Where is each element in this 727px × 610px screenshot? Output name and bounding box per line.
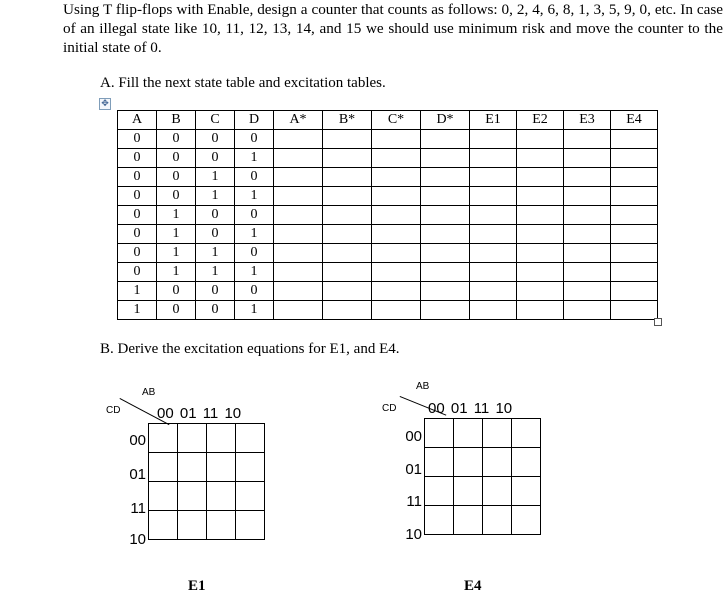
state-cell: 0 [235, 244, 274, 263]
kmap-cell[interactable] [178, 511, 207, 540]
kmap-cell[interactable] [425, 506, 454, 535]
kmap-cell[interactable] [178, 482, 207, 511]
blank-answer-cell[interactable] [564, 168, 611, 187]
blank-answer-cell[interactable] [470, 206, 517, 225]
header-cell: E3 [564, 111, 611, 130]
kmap-e1-title: E1 [188, 578, 206, 594]
blank-answer-cell[interactable] [611, 282, 658, 301]
state-cell: 0 [196, 301, 235, 320]
kmap-cell[interactable] [425, 448, 454, 477]
blank-answer-cell[interactable] [372, 244, 421, 263]
blank-answer-cell[interactable] [470, 301, 517, 320]
state-cell: 0 [157, 168, 196, 187]
blank-answer-cell[interactable] [323, 206, 372, 225]
blank-answer-cell[interactable] [323, 225, 372, 244]
blank-answer-cell[interactable] [372, 301, 421, 320]
kmap-cell[interactable] [178, 453, 207, 482]
blank-answer-cell[interactable] [517, 244, 564, 263]
blank-answer-cell[interactable] [274, 206, 323, 225]
state-cell: 1 [196, 263, 235, 282]
blank-answer-cell[interactable] [564, 263, 611, 282]
kmap-cell[interactable] [207, 453, 236, 482]
table-row [118, 187, 658, 206]
blank-answer-cell[interactable] [611, 225, 658, 244]
part-a-heading: A. Fill the next state table and excitation tables. [100, 75, 386, 91]
blank-answer-cell[interactable] [274, 149, 323, 168]
kmap-e4-col-labels: 00 01 11 10 [428, 400, 513, 417]
header-cell: A* [274, 111, 323, 130]
blank-answer-cell[interactable] [274, 263, 323, 282]
table-header-row [118, 111, 658, 130]
header-cell: B [157, 111, 196, 130]
state-cell: 1 [235, 149, 274, 168]
table-resize-handle[interactable] [654, 318, 662, 326]
blank-answer-cell[interactable] [372, 130, 421, 149]
header-cell: D [235, 111, 274, 130]
blank-answer-cell[interactable] [323, 130, 372, 149]
kmap-cell[interactable] [149, 511, 178, 540]
table-row [118, 168, 658, 187]
blank-answer-cell[interactable] [517, 149, 564, 168]
blank-answer-cell[interactable] [611, 130, 658, 149]
kmap-e4-row-label: 00 [405, 428, 422, 445]
table-row [118, 130, 658, 149]
blank-answer-cell[interactable] [421, 225, 470, 244]
kmap-cell[interactable] [425, 477, 454, 506]
state-cell: 1 [118, 282, 157, 301]
kmap-cell[interactable] [178, 424, 207, 453]
kmap-cell[interactable] [512, 477, 541, 506]
kmap-cell[interactable] [207, 424, 236, 453]
blank-answer-cell[interactable] [372, 187, 421, 206]
kmap-e4-row-label: 11 [406, 493, 422, 510]
state-cell: 0 [157, 149, 196, 168]
header-cell: C* [372, 111, 421, 130]
kmap-e1-row-label: 00 [129, 432, 146, 449]
header-cell: B* [323, 111, 372, 130]
blank-answer-cell[interactable] [323, 244, 372, 263]
table-move-handle-icon[interactable]: ✥ [99, 98, 111, 110]
state-cell: 0 [235, 206, 274, 225]
state-cell: 0 [118, 244, 157, 263]
state-cell: 0 [157, 301, 196, 320]
kmap-e1-row-label: 01 [129, 466, 146, 483]
blank-answer-cell[interactable] [611, 244, 658, 263]
kmap-e4-row-var: CD [382, 403, 397, 414]
state-cell: 1 [235, 187, 274, 206]
blank-answer-cell[interactable] [421, 263, 470, 282]
kmap-e4-row-label: 10 [405, 526, 422, 543]
problem-statement: Using T flip-flops with Enable, design a counter that counts as follows: 0, 2, 4, 6, 8, 1, 3, 5, 9, 0, etc. In case of an illegal state like 10, 11, 12, 13, 14, and 15 we should use minimum risk and move the counter to the initial state of 0. [63, 1, 723, 56]
table-row [118, 206, 658, 225]
blank-answer-cell[interactable] [517, 130, 564, 149]
kmap-cell[interactable] [149, 453, 178, 482]
state-cell: 1 [157, 225, 196, 244]
kmap-cell[interactable] [207, 482, 236, 511]
state-cell: 1 [235, 225, 274, 244]
state-cell: 1 [196, 168, 235, 187]
blank-answer-cell[interactable] [470, 225, 517, 244]
blank-answer-cell[interactable] [517, 282, 564, 301]
header-cell: A [118, 111, 157, 130]
kmap-cell[interactable] [236, 511, 265, 540]
state-cell: 1 [235, 263, 274, 282]
blank-answer-cell[interactable] [421, 130, 470, 149]
blank-answer-cell[interactable] [323, 282, 372, 301]
state-cell: 0 [118, 149, 157, 168]
kmap-e1-col-var: AB [142, 387, 156, 398]
blank-answer-cell[interactable] [323, 187, 372, 206]
state-cell: 0 [157, 187, 196, 206]
blank-answer-cell[interactable] [564, 301, 611, 320]
kmap-e1-row-label: 11 [130, 500, 146, 517]
blank-answer-cell[interactable] [421, 206, 470, 225]
state-cell: 0 [118, 130, 157, 149]
blank-answer-cell[interactable] [517, 225, 564, 244]
header-cell: D* [421, 111, 470, 130]
blank-answer-cell[interactable] [421, 301, 470, 320]
blank-answer-cell[interactable] [611, 168, 658, 187]
header-cell: C [196, 111, 235, 130]
kmap-e4-col-var: AB [416, 381, 430, 392]
kmap-cell[interactable] [483, 419, 512, 448]
state-cell: 1 [157, 244, 196, 263]
kmap-cell[interactable] [454, 506, 483, 535]
blank-answer-cell[interactable] [611, 187, 658, 206]
blank-answer-cell[interactable] [323, 168, 372, 187]
state-cell: 0 [196, 130, 235, 149]
table-row [118, 263, 658, 282]
state-cell: 0 [196, 206, 235, 225]
header-cell: E1 [470, 111, 517, 130]
kmap-cell[interactable] [236, 424, 265, 453]
blank-answer-cell[interactable] [470, 187, 517, 206]
blank-answer-cell[interactable] [323, 149, 372, 168]
table-row [118, 282, 658, 301]
state-cell: 0 [118, 206, 157, 225]
state-cell: 0 [196, 282, 235, 301]
kmap-cell[interactable] [483, 506, 512, 535]
table-row [118, 149, 658, 168]
state-cell: 1 [118, 301, 157, 320]
state-cell: 1 [235, 301, 274, 320]
blank-answer-cell[interactable] [564, 206, 611, 225]
blank-answer-cell[interactable] [372, 225, 421, 244]
blank-answer-cell[interactable] [372, 149, 421, 168]
state-cell: 1 [196, 244, 235, 263]
kmap-cell[interactable] [236, 453, 265, 482]
kmap-cell[interactable] [454, 448, 483, 477]
blank-answer-cell[interactable] [274, 187, 323, 206]
blank-answer-cell[interactable] [274, 225, 323, 244]
state-cell: 0 [118, 168, 157, 187]
table-row [118, 225, 658, 244]
blank-answer-cell[interactable] [372, 206, 421, 225]
blank-answer-cell[interactable] [372, 168, 421, 187]
kmap-cell[interactable] [512, 419, 541, 448]
blank-answer-cell[interactable] [564, 225, 611, 244]
table-row [118, 301, 658, 320]
blank-answer-cell[interactable] [564, 130, 611, 149]
state-cell: 0 [118, 263, 157, 282]
kmap-e4-row-label: 01 [405, 461, 422, 478]
blank-answer-cell[interactable] [421, 282, 470, 301]
blank-answer-cell[interactable] [564, 244, 611, 263]
kmap-cell[interactable] [425, 419, 454, 448]
kmap-e1-grid [148, 423, 265, 540]
part-b-heading: B. Derive the excitation equations for E1, and E4. [100, 341, 400, 357]
blank-answer-cell[interactable] [274, 168, 323, 187]
kmap-cell[interactable] [454, 419, 483, 448]
blank-answer-cell[interactable] [323, 301, 372, 320]
blank-answer-cell[interactable] [470, 149, 517, 168]
state-cell: 0 [235, 130, 274, 149]
blank-answer-cell[interactable] [611, 149, 658, 168]
blank-answer-cell[interactable] [611, 263, 658, 282]
blank-answer-cell[interactable] [517, 168, 564, 187]
blank-answer-cell[interactable] [611, 206, 658, 225]
state-cell: 1 [196, 187, 235, 206]
blank-answer-cell[interactable] [323, 263, 372, 282]
blank-answer-cell[interactable] [421, 187, 470, 206]
kmap-e1-col-labels: 00 01 11 10 [157, 405, 242, 422]
blank-answer-cell[interactable] [421, 149, 470, 168]
blank-answer-cell[interactable] [274, 244, 323, 263]
state-cell: 0 [118, 225, 157, 244]
state-table [117, 110, 658, 320]
kmap-e1-row-var: CD [106, 405, 121, 416]
table-row [118, 244, 658, 263]
state-cell: 0 [196, 149, 235, 168]
kmap-cell[interactable] [483, 448, 512, 477]
state-cell: 0 [196, 225, 235, 244]
state-cell: 0 [235, 282, 274, 301]
kmap-cell[interactable] [207, 511, 236, 540]
blank-answer-cell[interactable] [517, 263, 564, 282]
blank-answer-cell[interactable] [274, 301, 323, 320]
blank-answer-cell[interactable] [564, 282, 611, 301]
blank-answer-cell[interactable] [470, 263, 517, 282]
header-cell: E2 [517, 111, 564, 130]
blank-answer-cell[interactable] [564, 149, 611, 168]
state-cell: 1 [157, 206, 196, 225]
kmap-cell[interactable] [236, 482, 265, 511]
kmap-cell[interactable] [149, 482, 178, 511]
state-cell: 0 [157, 130, 196, 149]
blank-answer-cell[interactable] [372, 282, 421, 301]
kmap-cell[interactable] [483, 477, 512, 506]
blank-answer-cell[interactable] [372, 263, 421, 282]
kmap-e4-title: E4 [464, 578, 482, 594]
kmap-e4-grid [424, 418, 541, 535]
blank-answer-cell[interactable] [470, 168, 517, 187]
blank-answer-cell[interactable] [470, 282, 517, 301]
state-cell: 1 [157, 263, 196, 282]
kmap-cell[interactable] [454, 477, 483, 506]
blank-answer-cell[interactable] [470, 130, 517, 149]
state-cell: 0 [235, 168, 274, 187]
blank-answer-cell[interactable] [517, 301, 564, 320]
kmap-cell[interactable] [512, 448, 541, 477]
blank-answer-cell[interactable] [564, 187, 611, 206]
kmap-cell[interactable] [149, 424, 178, 453]
blank-answer-cell[interactable] [421, 244, 470, 263]
blank-answer-cell[interactable] [611, 301, 658, 320]
blank-answer-cell[interactable] [517, 187, 564, 206]
blank-answer-cell[interactable] [470, 244, 517, 263]
kmap-cell[interactable] [512, 506, 541, 535]
header-cell: E4 [611, 111, 658, 130]
blank-answer-cell[interactable] [421, 168, 470, 187]
state-cell: 0 [118, 187, 157, 206]
blank-answer-cell[interactable] [274, 130, 323, 149]
kmap-e1-row-label: 10 [129, 531, 146, 548]
blank-answer-cell[interactable] [517, 206, 564, 225]
state-cell: 0 [157, 282, 196, 301]
blank-answer-cell[interactable] [274, 282, 323, 301]
